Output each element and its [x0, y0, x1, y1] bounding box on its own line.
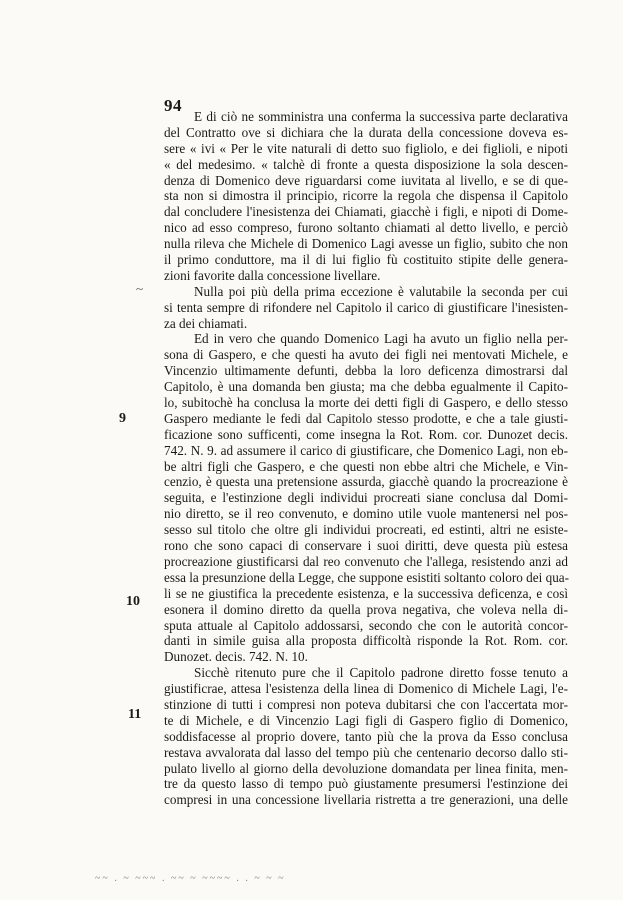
- text-line: nio diretto, se il reo convenuto, e domino utile vuole mantenersi nel pos-: [164, 506, 568, 522]
- text-line: nulla rileva che Michele di Domenico Lagi avesse un figlio, subito che non: [164, 236, 568, 252]
- text-line: Vincenzio ultimamente defunti, debba la loro deficenza dimostrarsi dal: [164, 363, 568, 379]
- text-line: compresi in una concessione livellaria ristretta a tre generazioni, una delle: [164, 792, 568, 808]
- text-line: be altri figli che Gaspero, e che questi non ebbe altri che Michele, e Vin-: [164, 458, 568, 474]
- text-line: dal concludere l'inesistenza dei Chiamati, giacchè i figli, e nipoti di Dome-: [164, 204, 568, 220]
- text-line: restava avvalorata dal lasso del tempo più che centenario decorso dallo sti-: [164, 744, 568, 760]
- text-line: Dunozet. decis. 742. N. 10.: [164, 649, 308, 665]
- text-line: E di ciò ne somministra una conferma la successiva parte declarativa: [194, 109, 568, 124]
- margin-mark: ~: [136, 281, 144, 296]
- text-line: pulato livello al giorno della devoluzione domandata per linea finita, men-: [164, 760, 568, 776]
- text-line: sputa attuale al Capitolo addossarsi, secondo che con le autorità concor-: [164, 617, 568, 633]
- text-line: Capitolo, è una domanda ben giusta; ma che debba egualmente il Capito-: [164, 379, 568, 395]
- text-line: essa la presunzione della Legge, che suppone esistiti soltanto coloro dei qua-: [164, 569, 570, 585]
- text-line: stinzione di tutti i compresi non poteva dubitarsi che con l'accertata mor-: [164, 696, 568, 712]
- text-line: esonera il domino diretto da quella prova negativa, che voleva nella di-: [164, 601, 568, 617]
- text-line: rono che sono capaci di conservare i suoi diritti, deve questa più estesa: [164, 538, 568, 554]
- text-line: soddisfacesse al proprio dovere, tanto più che la prova da Esso conclusa: [164, 728, 568, 744]
- margin-note-10: 10: [126, 594, 140, 609]
- text-line: sere « ivi « Per le vite naturali di detto suo figliolo, e dei figlioli, e nipoti: [164, 140, 568, 156]
- page-number: 94: [164, 96, 182, 115]
- body-text: [164, 109, 568, 808]
- text-line: te di Michele, e di Vincenzio Lagi figli di Gaspero figlio di Domenico,: [164, 712, 568, 728]
- bottom-smudge: ~~ . ~ ~~~ . ~~ ~ ~~~~ . . ~ ~ ~: [95, 873, 286, 883]
- text-line: denza di Domenico deve riguardarsi come iuvitata al livello, e se di que-: [164, 172, 568, 188]
- text-line: Nulla poi più della prima eccezione è valutabile la seconda per cui: [194, 283, 568, 299]
- text-line: sesso sul titolo che oltre gli individui procreati, ed estinti, altri ne esiste-: [164, 522, 568, 538]
- text-line: si tenta sempre di rifondere nel Capitolo il carico di giustificare l'inesisten-: [164, 299, 568, 315]
- text-line: seguita, e l'estinzione degli individui procreati siane conclusa dal Domi-: [164, 490, 568, 506]
- text-line: za dei chiamati.: [164, 315, 248, 331]
- text-line: del Contratto ove si dichiara che la durata della concessione doveva es-: [164, 124, 568, 140]
- text-line: Gaspero mediante le fedi dal Capitolo stesso prodotte, e che a tale giusti-: [164, 410, 568, 426]
- text-line: li se ne giustifica la precedente esistenza, e la successiva deficenza, e così: [164, 585, 568, 601]
- text-line: Ed in vero che quando Domenico Lagi ha avuto un figlio nella per-: [194, 331, 568, 347]
- text-line: danti in simile guisa alla proposta difficoltà risponde la Rot. Rom. cor.: [164, 633, 568, 649]
- text-line: giustificrae, attesa l'esistenza della linea di Domenico di Michele Lagi, l'e-: [164, 681, 568, 697]
- text-line: procreazione giustificarsi dal reo convenuto che l'allega, resistendo anzi ad: [164, 553, 568, 569]
- margin-note-9: 9: [119, 411, 126, 426]
- margin-note-11: 11: [128, 707, 142, 722]
- text-line: nico ad esso compreso, furono soltanto chiamati al detto livello, e perciò: [164, 220, 568, 236]
- text-line: zioni favorite dalla concessione livellare.: [164, 267, 381, 283]
- text-line: sta non si dimostra il principio, ricorre la regola che dispensa il Capitolo: [164, 188, 568, 204]
- text-line: 742. N. 9. ad assumere il carico di giustificare, che Domenico Lagi, non eb-: [164, 442, 568, 458]
- text-line: « del medesimo. « talchè di fronte a questa disposizione la sola descen-: [164, 156, 568, 172]
- text-line: Sicchè ritenuto pure che il Capitolo padrone diretto fosse tenuto a: [194, 665, 568, 681]
- text-line: il primo conduttore, ma il di lui figlio fù costituito stipite delle genera-: [164, 252, 568, 268]
- text-line: tre da questo lasso di tempo può giustamente presumersi l'estinzione dei: [164, 776, 568, 792]
- text-line: sona di Gaspero, e che questi ha avuto dei figli nei mentovati Michele, e: [164, 347, 568, 363]
- text-line: lo, subitochè ha conclusa la morte dei detti figli di Gaspero, e dello stesso: [164, 395, 568, 411]
- text-line: ficazione sono sufficenti, come insegna la Rot. Rom. cor. Dunozet decis.: [164, 426, 568, 442]
- text-line: cenzio, è questa una pretensione assurda, giacchè quando la procreazione è: [164, 474, 568, 490]
